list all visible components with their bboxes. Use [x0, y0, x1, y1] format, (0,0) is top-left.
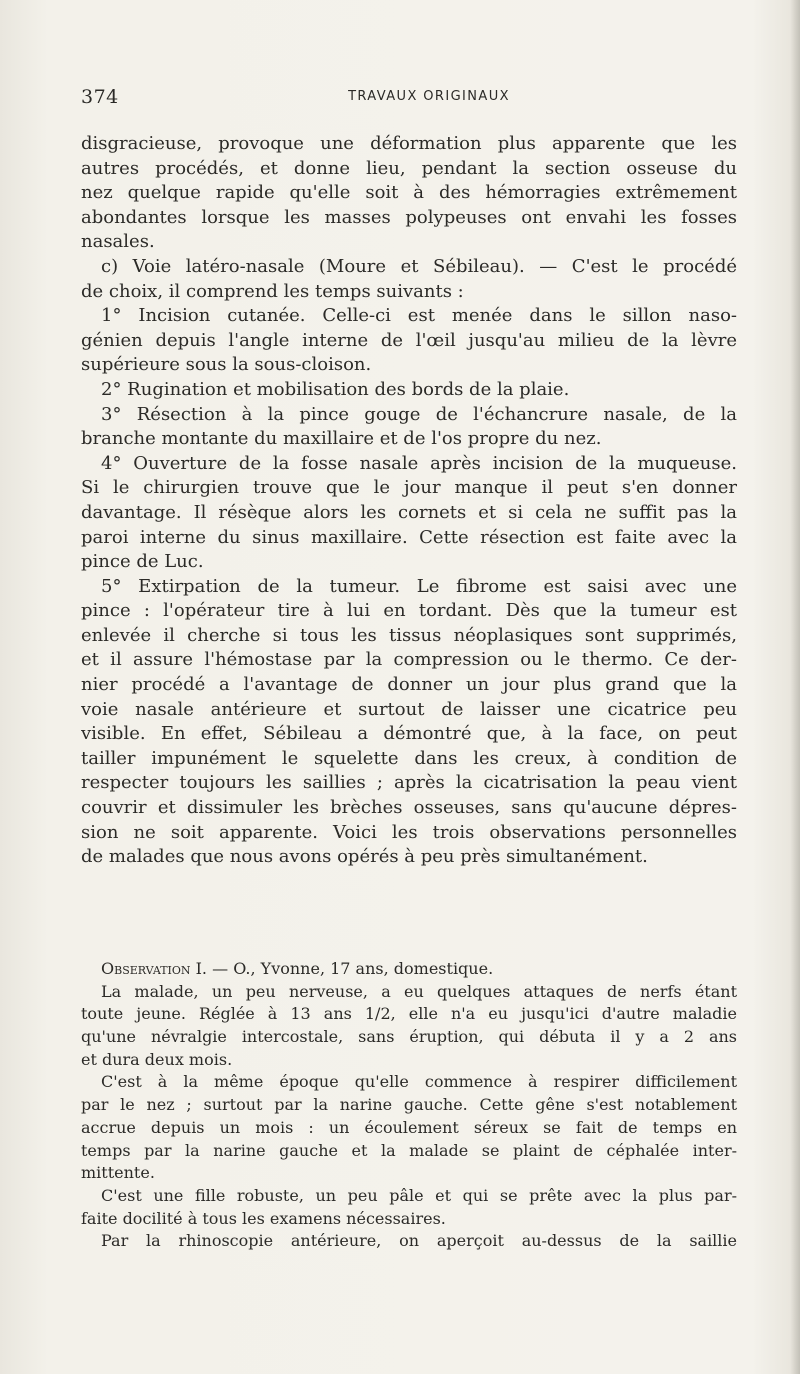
observation-section [81, 958, 737, 1253]
text-line: nasales. [81, 231, 155, 253]
text-line: tailler impunément le squelette dans les creux, à condition de [81, 747, 737, 769]
running-head: TRAVAUX ORIGINAUX [348, 89, 510, 104]
observation-line: mittente. [81, 1163, 155, 1183]
observation-line: C'est à la même époque qu'elle commence à respirer difficilement [101, 1072, 737, 1092]
text-line: couvrir et dissimuler les brèches osseuses, sans qu'aucune dépres- [81, 797, 737, 819]
text-line: et il assure l'hémostase par la compression ou le thermo. Ce der- [81, 649, 737, 671]
observation-line: temps par la narine gauche et la malade se plaint de céphalée inter- [81, 1140, 737, 1160]
text-line: pince de Luc. [81, 551, 204, 573]
text-line: autres procédés, et donne lieu, pendant la section osseuse du [81, 157, 737, 179]
text-line: 3° Résection à la pince gouge de l'échancrure nasale, de la [101, 403, 737, 425]
text-line: pince : l'opérateur tire à lui en tordant. Dès que la tumeur est [81, 600, 737, 622]
text-line: nier procédé a l'avantage de donner un jour plus grand que la [81, 674, 737, 696]
text-line: supérieure sous la sous-cloison. [81, 354, 372, 376]
text-line: abondantes lorsque les masses polypeuses ont envahi les fosses [81, 206, 737, 228]
text-line: voie nasale antérieure et surtout de laisser une cicatrice peu [81, 698, 737, 720]
page-edge-shadow [790, 0, 800, 1374]
text-line: 2° Rugination et mobilisation des bords de la plaie. [101, 378, 570, 400]
observation-line: toute jeune. Réglée à 13 ans 1/2, elle n'a eu jusqu'ici d'autre maladie [81, 1004, 737, 1024]
text-line: paroi interne du sinus maxillaire. Cette résection est faite avec la [81, 526, 737, 548]
text-line: c) Voie latéro-nasale (Moure et Sébileau). — C'est le procédé [101, 255, 737, 277]
observation-line: et dura deux mois. [81, 1049, 233, 1069]
text-line: respecter toujours les saillies ; après la cicatrisation la peau vient [81, 772, 737, 794]
observation-heading-text: — O., Yvonne, 17 ans, domestique. [207, 959, 494, 978]
text-line: de malades que nous avons opérés à peu près simultanément. [81, 846, 648, 868]
observation-line: faite docilité à tous les examens nécessaires. [81, 1208, 446, 1228]
observation-line: par le nez ; surtout par la narine gauche. Cette gêne s'est notablement [81, 1095, 737, 1115]
text-line: 1° Incision cutanée. Celle-ci est menée dans le sillon naso- [101, 305, 737, 327]
text-line: 4° Ouverture de la fosse nasale après incision de la muqueuse. [101, 452, 737, 474]
text-line: génien depuis l'angle interne de l'œil jusqu'au milieu de la lèvre [81, 329, 737, 351]
text-line: disgracieuse, provoque une déformation plus apparente que les [81, 133, 737, 154]
text-line: davantage. Il résèque alors les cornets et si cela ne suffit pas la [81, 501, 737, 523]
text-line: nez quelque rapide qu'elle soit à des hémorragies extrêmement [81, 182, 737, 204]
text-line: de choix, il comprend les temps suivants : [81, 280, 464, 302]
main-text [81, 132, 737, 870]
text-line: enlevée il cherche si tous les tissus néoplasiques sont supprimés, [81, 624, 737, 646]
observation-line: accrue depuis un mois : un écoulement séreux se fait de temps en [81, 1117, 737, 1137]
text-line: 5° Extirpation de la tumeur. Le fibrome est saisi avec une [101, 575, 737, 597]
observation-line: C'est une fille robuste, un peu pâle et qui se prête avec la plus par- [101, 1185, 737, 1205]
text-line: visible. En effet, Sébileau a démontré que, à la face, on peut [81, 723, 737, 745]
observation-line: La malade, un peu nerveuse, a eu quelques attaques de nerfs étant [101, 981, 737, 1001]
observation-heading [81, 958, 737, 981]
page-number: 374 [81, 86, 119, 108]
observation-label: Observation I. [101, 959, 208, 978]
text-line: Si le chirurgien trouve que le jour manque il peut s'en donner [81, 477, 737, 499]
page-header [81, 86, 737, 112]
text-line: branche montante du maxillaire et de l'os propre du nez. [81, 428, 602, 450]
text-line: sion ne soit apparente. Voici les trois observations personnelles [81, 821, 737, 843]
observation-line: Par la rhinoscopie antérieure, on aperçoit au-dessus de la saillie [101, 1231, 737, 1251]
observation-line: qu'une névralgie intercostale, sans éruption, qui débuta il y a 2 ans [81, 1027, 737, 1047]
